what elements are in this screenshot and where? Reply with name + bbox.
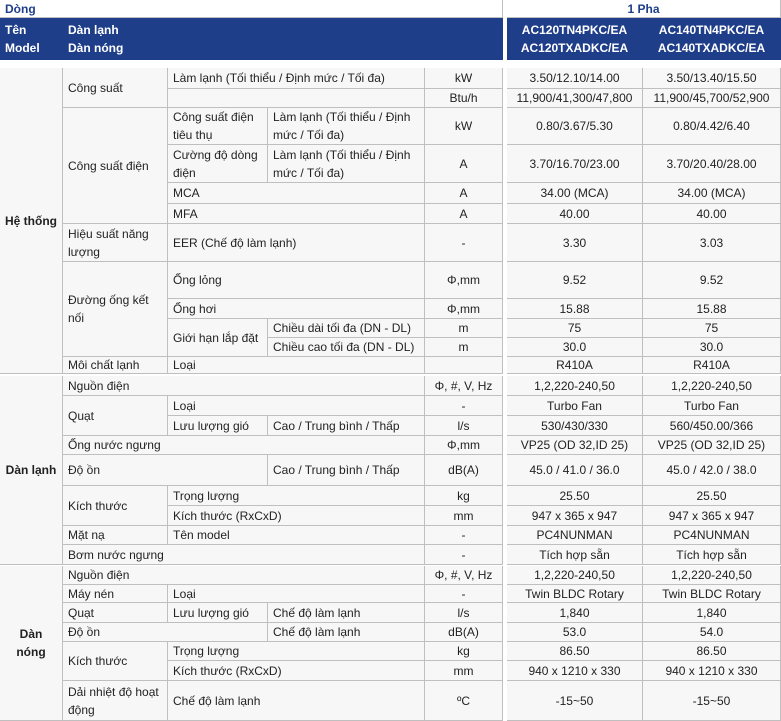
label-gioi-han bbox=[168, 319, 268, 357]
unit-mm-text: mm bbox=[453, 508, 474, 523]
unit-m-text: m bbox=[458, 321, 469, 335]
label-luu-luong-text: Lưu lượng gió bbox=[173, 418, 249, 433]
section-outdoor bbox=[0, 566, 63, 721]
unit-ls-text: l/s bbox=[457, 418, 470, 433]
value-out-quat-model-1-text: 1,840 bbox=[559, 605, 590, 620]
value-mfa-model-1-text: 40.00 bbox=[559, 206, 590, 221]
label-do-on bbox=[63, 455, 268, 486]
label-cong-suat bbox=[63, 68, 168, 108]
label-quat bbox=[63, 396, 168, 436]
value-cs-btu-model-2 bbox=[643, 89, 781, 108]
label-bom-nuoc bbox=[63, 545, 425, 565]
unit-dash-2 bbox=[425, 396, 503, 416]
label-kich-thuoc-rcd bbox=[168, 506, 425, 526]
section-outdoor-text: Dàn nóng bbox=[16, 627, 46, 659]
value-eer-model-1-text: 3.30 bbox=[562, 235, 587, 250]
value-out-kich-thuoc-model-2 bbox=[643, 661, 781, 681]
series-label-text: 1 Pha bbox=[627, 1, 660, 16]
value-ong-long-model-2 bbox=[643, 262, 781, 299]
unit-dash-4-text: - bbox=[461, 547, 466, 562]
unit-dash-5-text: - bbox=[461, 586, 466, 601]
label-cuong-do-text: Cường độ dòng điện bbox=[173, 147, 258, 180]
label-out-do-on bbox=[63, 623, 268, 642]
value-chieu-cao-model-2 bbox=[643, 338, 781, 357]
value-cs-btu-model-1-text: 11,900/41,300/47,800 bbox=[516, 91, 633, 105]
value-in-nguon-model-2 bbox=[643, 376, 781, 396]
label-hieu-suat-text: Hiệu suất năng lượng bbox=[68, 226, 149, 259]
value-in-nguon-model-1-text: 1,2,220-240,50 bbox=[534, 378, 615, 393]
value-moi-chat-model-2 bbox=[643, 357, 781, 374]
model-1 bbox=[507, 18, 643, 60]
unit-kw bbox=[425, 68, 503, 89]
label-out-che-do bbox=[268, 603, 425, 623]
value-in-quat-luu-model-1-text: 530/430/330 bbox=[541, 418, 608, 433]
unit-dba bbox=[425, 455, 503, 486]
value-cs-kw-model-2 bbox=[643, 68, 781, 89]
label-mca-text: MCA bbox=[173, 186, 200, 200]
label-out-nguon bbox=[63, 566, 425, 585]
section-indoor bbox=[0, 376, 63, 565]
unit-do-c-text: ºC bbox=[456, 693, 471, 708]
label-lam-lanh-2 bbox=[168, 89, 425, 108]
value-in-quat-luu-model-2 bbox=[643, 416, 781, 436]
label-mat-na bbox=[63, 526, 168, 545]
value-ong-long-model-1 bbox=[507, 262, 643, 299]
model-2 bbox=[643, 18, 781, 60]
value-out-kich-thuoc-model-2-text: 940 x 1210 x 330 bbox=[665, 663, 758, 678]
label-may-nen-text: Máy nén bbox=[68, 586, 115, 601]
value-eer-model-2 bbox=[643, 224, 781, 262]
label-ong-hoi-text: Ống hơi bbox=[173, 301, 217, 316]
value-cs-dien-kw-model-1-text: 0.80/3.67/5.30 bbox=[536, 119, 613, 133]
value-out-quat-model-1 bbox=[507, 603, 643, 623]
model-1-text: AC120TN4PKC/EA AC120TXADKC/EA bbox=[520, 22, 629, 55]
label-kich-thuoc-rcd-text: Kích thước (RxCxD) bbox=[173, 508, 282, 523]
label-out-luu-luong bbox=[168, 603, 268, 623]
unit-kw-2-text: kW bbox=[454, 119, 473, 133]
value-moi-chat-model-1-text: R410A bbox=[556, 358, 593, 372]
value-out-may-nen-model-2 bbox=[643, 585, 781, 603]
value-in-bom-model-2 bbox=[643, 545, 781, 565]
value-cs-btu-model-2-text: 11,900/45,700/52,900 bbox=[653, 91, 770, 105]
unit-do-c bbox=[425, 681, 503, 721]
unit-m-2-text: m bbox=[458, 340, 469, 354]
label-ong-hoi bbox=[168, 299, 425, 319]
label-eer-text: EER (Chế độ làm lạnh) bbox=[173, 235, 297, 250]
label-may-nen bbox=[63, 585, 168, 603]
label-dai-nhiet-mode bbox=[168, 681, 425, 721]
unit-dba-text: dB(A) bbox=[448, 463, 479, 477]
label-lam-lanh-text: Làm lạnh (Tối thiểu / Định mức / Tối đa) bbox=[173, 71, 385, 85]
unit-kg-2 bbox=[425, 642, 503, 661]
label-chieu-dai-text: Chiều dài tối đa (DN - DL) bbox=[273, 321, 412, 335]
value-ong-long-model-1-text: 9.52 bbox=[562, 273, 587, 287]
label-bom-nuoc-text: Bơm nước ngưng bbox=[68, 547, 164, 562]
unit-dash-3-text: - bbox=[461, 528, 466, 542]
value-chieu-cao-model-1 bbox=[507, 338, 643, 357]
unit-kg-text: kg bbox=[457, 488, 470, 503]
value-in-mat-na-model-1-text: PC4NUNMAN bbox=[536, 528, 613, 542]
value-cs-dien-kw-model-2-text: 0.80/4.42/6.40 bbox=[673, 119, 750, 133]
unit-mm bbox=[425, 506, 503, 526]
value-in-bom-model-2-text: Tích hợp sẵn bbox=[676, 547, 747, 562]
unit-label bbox=[63, 18, 425, 60]
label-out-quat-text: Quạt bbox=[68, 605, 95, 620]
label-cao-tb-thap-text: Cao / Trung bình / Thấp bbox=[273, 418, 400, 433]
unit-a-2 bbox=[425, 183, 503, 204]
label-duong-ong bbox=[63, 262, 168, 357]
label-hieu-suat bbox=[63, 224, 168, 262]
value-out-quat-model-2 bbox=[643, 603, 781, 623]
label-eer bbox=[168, 224, 425, 262]
value-in-bom-model-1-text: Tích hợp sẵn bbox=[539, 547, 610, 562]
value-out-may-nen-model-1-text: Twin BLDC Rotary bbox=[525, 586, 624, 601]
value-in-kich-thuoc-model-1 bbox=[507, 506, 643, 526]
value-moi-chat-model-2-text: R410A bbox=[693, 358, 730, 372]
value-eer-model-2-text: 3.03 bbox=[699, 235, 724, 250]
label-dai-nhiet bbox=[63, 681, 168, 721]
label-kich-thuoc bbox=[63, 486, 168, 526]
label-loai-text: Loại bbox=[173, 358, 196, 372]
unit-kg bbox=[425, 486, 503, 506]
label-out-kich-thuoc-text: Kích thước bbox=[68, 654, 128, 668]
label-do-on-text: Độ ồn bbox=[68, 463, 101, 477]
value-in-ong-nuoc-model-2 bbox=[643, 436, 781, 455]
label-dai-nhiet-mode-text: Chế độ làm lạnh bbox=[173, 693, 261, 708]
value-moi-chat-model-1 bbox=[507, 357, 643, 374]
label-chieu-cao-text: Chiều cao tối đa (DN - DL) bbox=[273, 340, 415, 354]
value-out-do-on-model-2 bbox=[643, 623, 781, 642]
value-mca-model-1 bbox=[507, 183, 643, 204]
value-chieu-dai-model-2-text: 75 bbox=[704, 321, 719, 335]
unit-btuh-text: Btu/h bbox=[449, 91, 478, 105]
value-mca-model-2-text: 34.00 (MCA) bbox=[677, 186, 746, 200]
label-out-kich-thuoc bbox=[63, 642, 168, 681]
label-cong-suat-dien-text: Công suất điện bbox=[68, 158, 149, 173]
value-mfa-model-2 bbox=[643, 204, 781, 224]
value-in-quat-luu-model-1 bbox=[507, 416, 643, 436]
unit-mm-2 bbox=[425, 661, 503, 681]
section-gap-1 bbox=[0, 374, 781, 376]
label-lam-lanh-1-text: Làm lạnh (Tối thiểu / Định mức / Tối đa) bbox=[273, 110, 411, 142]
unit-phi-mm-2-text: Φ,mm bbox=[447, 301, 480, 316]
label-quat-loai bbox=[168, 396, 425, 416]
value-in-trong-luong-model-1 bbox=[507, 486, 643, 506]
value-cs-dien-kw-model-2 bbox=[643, 108, 781, 145]
value-in-quat-loai-model-2-text: Turbo Fan bbox=[684, 398, 739, 413]
value-cuong-do-a-model-2 bbox=[643, 145, 781, 183]
label-lam-lanh-2b-text: Làm lạnh (Tối thiểu / Định mức / Tối đa) bbox=[273, 147, 411, 180]
section-system-text: Hệ thống bbox=[5, 213, 57, 228]
value-out-kich-thuoc-model-1-text: 940 x 1210 x 330 bbox=[528, 663, 621, 678]
value-out-dai-nhiet-model-1 bbox=[507, 681, 643, 721]
value-in-ong-nuoc-model-1-text: VP25 (OD 32,ID 25) bbox=[520, 438, 629, 452]
unit-kg-2-text: kg bbox=[457, 644, 470, 658]
value-ong-hoi-model-2 bbox=[643, 299, 781, 319]
value-out-do-on-model-2-text: 54.0 bbox=[699, 625, 724, 639]
value-chieu-cao-model-2-text: 30.0 bbox=[699, 340, 724, 354]
unit-a bbox=[425, 145, 503, 183]
unit-ls bbox=[425, 416, 503, 436]
label-cong-suat-text: Công suất bbox=[68, 80, 123, 95]
value-ong-long-model-2-text: 9.52 bbox=[699, 273, 724, 287]
label-ong-long bbox=[168, 262, 425, 299]
value-cs-kw-model-1 bbox=[507, 68, 643, 89]
unit-kw-2 bbox=[425, 108, 503, 145]
value-in-ong-nuoc-model-2-text: VP25 (OD 32,ID 25) bbox=[657, 438, 766, 452]
unit-dash-2-text: - bbox=[461, 398, 466, 413]
value-out-trong-luong-model-1 bbox=[507, 642, 643, 661]
value-cuong-do-a-model-2-text: 3.70/20.40/28.00 bbox=[666, 156, 757, 171]
label-ong-nuoc-text: Ống nước ngưng bbox=[68, 438, 161, 452]
unit-ls-2-text: l/s bbox=[457, 605, 470, 620]
value-ong-hoi-model-1-text: 15.88 bbox=[559, 301, 590, 316]
unit-phi-mm-2 bbox=[425, 299, 503, 319]
column-separator bbox=[503, 0, 507, 721]
value-chieu-dai-model-1-text: 75 bbox=[567, 321, 582, 335]
value-out-trong-luong-model-1-text: 86.50 bbox=[559, 644, 590, 658]
unit-a-3 bbox=[425, 204, 503, 224]
label-dai-nhiet-text: Dải nhiệt độ hoạt động bbox=[68, 684, 159, 717]
line-label-text: Dòng bbox=[5, 1, 36, 16]
label-mfa bbox=[168, 204, 425, 224]
label-mat-na-text: Mặt nạ bbox=[68, 528, 105, 542]
unit-mm-2-text: mm bbox=[453, 663, 474, 678]
value-in-do-on-model-1 bbox=[507, 455, 643, 486]
value-out-do-on-model-1-text: 53.0 bbox=[562, 625, 587, 639]
value-eer-model-1 bbox=[507, 224, 643, 262]
value-chieu-cao-model-1-text: 30.0 bbox=[562, 340, 587, 354]
label-loai bbox=[168, 357, 425, 374]
label-out-trong-luong-text: Trọng lượng bbox=[173, 644, 240, 658]
label-cs-dien-tieu-thu bbox=[168, 108, 268, 145]
value-in-bom-model-1 bbox=[507, 545, 643, 565]
value-out-may-nen-model-2-text: Twin BLDC Rotary bbox=[662, 586, 761, 601]
label-cuong-do bbox=[168, 145, 268, 183]
value-out-trong-luong-model-2-text: 86.50 bbox=[696, 644, 727, 658]
unit-dash-text: - bbox=[461, 235, 466, 250]
label-lam-lanh bbox=[168, 68, 425, 89]
unit-dash-4 bbox=[425, 545, 503, 565]
section-system bbox=[0, 68, 63, 374]
unit-dash-5 bbox=[425, 585, 503, 603]
value-in-quat-loai-model-1-text: Turbo Fan bbox=[547, 398, 602, 413]
label-trong-luong bbox=[168, 486, 425, 506]
label-may-nen-loai-text: Loại bbox=[173, 586, 196, 601]
label-ten-model-text: Tên model bbox=[173, 528, 230, 542]
unit-ls-2 bbox=[425, 603, 503, 623]
value-in-nguon-model-1 bbox=[507, 376, 643, 396]
value-in-kich-thuoc-model-1-text: 947 x 365 x 947 bbox=[531, 508, 618, 523]
label-mfa-text: MFA bbox=[173, 206, 198, 221]
unit-dba-2 bbox=[425, 623, 503, 642]
value-in-quat-loai-model-2 bbox=[643, 396, 781, 416]
model-label-text: Tên Model bbox=[5, 22, 40, 55]
label-nguon-dien-text: Nguồn điện bbox=[68, 378, 130, 393]
unit-a-3-text: A bbox=[459, 206, 468, 221]
label-out-che-do-text: Chế độ làm lạnh bbox=[273, 605, 361, 620]
unit-phi-mm-text: Φ,mm bbox=[447, 273, 480, 287]
value-chieu-dai-model-2 bbox=[643, 319, 781, 338]
value-in-nguon-model-2-text: 1,2,220-240,50 bbox=[671, 378, 752, 393]
label-luu-luong bbox=[168, 416, 268, 436]
value-in-kich-thuoc-model-2 bbox=[643, 506, 781, 526]
unit-kw-text: kW bbox=[454, 71, 473, 85]
value-ong-hoi-model-2-text: 15.88 bbox=[696, 301, 727, 316]
label-out-kich-thuoc-rcd-text: Kích thước (RxCxD) bbox=[173, 663, 282, 678]
label-chieu-dai bbox=[268, 319, 425, 338]
value-out-dai-nhiet-model-1-text: -15~50 bbox=[555, 693, 594, 708]
unit-btuh bbox=[425, 89, 503, 108]
value-cuong-do-a-model-1 bbox=[507, 145, 643, 183]
series-label bbox=[507, 0, 781, 18]
unit-a-text: A bbox=[459, 156, 468, 171]
unit-label-text: Dàn lạnh Dàn nóng bbox=[68, 22, 124, 55]
value-out-do-on-model-1 bbox=[507, 623, 643, 642]
label-do-on-mode bbox=[268, 455, 425, 486]
label-out-trong-luong bbox=[168, 642, 425, 661]
unit-empty bbox=[425, 357, 503, 374]
label-quat-text: Quạt bbox=[68, 408, 95, 423]
value-out-nguon-model-2-text: 1,2,220-240,50 bbox=[671, 568, 752, 582]
label-quat-loai-text: Loại bbox=[173, 398, 196, 413]
value-in-quat-loai-model-1 bbox=[507, 396, 643, 416]
label-duong-ong-text: Đường ống kết nối bbox=[68, 293, 149, 325]
value-cuong-do-a-model-1-text: 3.70/16.70/23.00 bbox=[529, 156, 620, 171]
label-out-do-on-mode bbox=[268, 623, 425, 642]
line-label bbox=[0, 0, 503, 18]
value-in-kich-thuoc-model-2-text: 947 x 365 x 947 bbox=[668, 508, 755, 523]
label-out-quat bbox=[63, 603, 168, 623]
value-in-trong-luong-model-2 bbox=[643, 486, 781, 506]
header-unit-col bbox=[425, 18, 503, 60]
label-kich-thuoc-text: Kích thước bbox=[68, 498, 128, 513]
unit-phi-hz-text: Φ, #, V, Hz bbox=[434, 378, 493, 393]
value-in-trong-luong-model-2-text: 25.50 bbox=[696, 488, 727, 503]
value-cs-btu-model-1 bbox=[507, 89, 643, 108]
unit-phi-hz bbox=[425, 376, 503, 396]
unit-phi-mm-3-text: Φ,mm bbox=[447, 438, 480, 452]
label-moi-chat bbox=[63, 357, 168, 374]
model-2-text: AC140TN4PKC/EA AC140TXADKC/EA bbox=[657, 22, 766, 55]
label-chieu-cao bbox=[268, 338, 425, 357]
label-moi-chat-text: Môi chất lạnh bbox=[68, 358, 140, 372]
label-out-kich-thuoc-rcd bbox=[168, 661, 425, 681]
label-cao-tb-thap bbox=[268, 416, 425, 436]
label-nguon-dien bbox=[63, 376, 425, 396]
label-ong-long-text: Ống lỏng bbox=[173, 273, 222, 287]
value-out-dai-nhiet-model-2 bbox=[643, 681, 781, 721]
value-cs-dien-kw-model-1 bbox=[507, 108, 643, 145]
value-out-trong-luong-model-2 bbox=[643, 642, 781, 661]
value-mca-model-1-text: 34.00 (MCA) bbox=[540, 186, 609, 200]
label-cs-dien-tieu-thu-text: Công suất điện tiêu thụ bbox=[173, 110, 254, 142]
label-mca bbox=[168, 183, 425, 204]
value-in-do-on-model-2 bbox=[643, 455, 781, 486]
value-cs-kw-model-2-text: 3.50/13.40/15.50 bbox=[666, 71, 757, 85]
label-gioi-han-text: Giới hạn lắp đặt bbox=[173, 330, 259, 345]
section-indoor-text: Dàn lạnh bbox=[5, 463, 57, 477]
model-label bbox=[0, 18, 63, 60]
label-out-do-on-mode-text: Chế độ làm lạnh bbox=[273, 625, 361, 639]
value-mfa-model-2-text: 40.00 bbox=[696, 206, 727, 221]
label-trong-luong-text: Trọng lượng bbox=[173, 488, 240, 503]
label-out-do-on-text: Độ ồn bbox=[68, 625, 101, 639]
unit-phi-mm-3 bbox=[425, 436, 503, 455]
value-out-quat-model-2-text: 1,840 bbox=[696, 605, 727, 620]
header-gap bbox=[0, 60, 781, 68]
unit-m bbox=[425, 319, 503, 338]
value-in-do-on-model-1-text: 45.0 / 41.0 / 36.0 bbox=[529, 463, 620, 477]
value-ong-hoi-model-1 bbox=[507, 299, 643, 319]
unit-m-2 bbox=[425, 338, 503, 357]
value-in-quat-luu-model-2-text: 560/450.00/366 bbox=[669, 418, 754, 433]
label-out-luu-luong-text: Lưu lượng gió bbox=[173, 605, 249, 620]
value-in-trong-luong-model-1-text: 25.50 bbox=[559, 488, 590, 503]
unit-dash-3 bbox=[425, 526, 503, 545]
value-out-nguon-model-1-text: 1,2,220-240,50 bbox=[534, 568, 615, 582]
label-lam-lanh-2b bbox=[268, 145, 425, 183]
unit-dba-2-text: dB(A) bbox=[448, 625, 479, 639]
label-do-on-mode-text: Cao / Trung bình / Thấp bbox=[273, 463, 400, 477]
label-ten-model bbox=[168, 526, 425, 545]
unit-phi-mm bbox=[425, 262, 503, 299]
value-chieu-dai-model-1 bbox=[507, 319, 643, 338]
value-in-mat-na-model-2-text: PC4NUNMAN bbox=[673, 528, 750, 542]
unit-phi-hz-2-text: Φ, #, V, Hz bbox=[434, 568, 493, 582]
unit-a-2-text: A bbox=[459, 186, 468, 200]
label-cong-suat-dien bbox=[63, 108, 168, 224]
value-out-may-nen-model-1 bbox=[507, 585, 643, 603]
value-mfa-model-1 bbox=[507, 204, 643, 224]
value-out-nguon-model-2 bbox=[643, 566, 781, 585]
value-in-do-on-model-2-text: 45.0 / 42.0 / 38.0 bbox=[666, 463, 757, 477]
value-out-kich-thuoc-model-1 bbox=[507, 661, 643, 681]
value-in-mat-na-model-1 bbox=[507, 526, 643, 545]
label-out-nguon-text: Nguồn điện bbox=[68, 568, 130, 582]
label-may-nen-loai bbox=[168, 585, 425, 603]
value-in-mat-na-model-2 bbox=[643, 526, 781, 545]
value-out-nguon-model-1 bbox=[507, 566, 643, 585]
value-in-ong-nuoc-model-1 bbox=[507, 436, 643, 455]
label-ong-nuoc bbox=[63, 436, 425, 455]
unit-dash bbox=[425, 224, 503, 262]
label-lam-lanh-1 bbox=[268, 108, 425, 145]
unit-phi-hz-2 bbox=[425, 566, 503, 585]
value-out-dai-nhiet-model-2-text: -15~50 bbox=[692, 693, 731, 708]
value-cs-kw-model-1-text: 3.50/12.10/14.00 bbox=[529, 71, 620, 85]
value-mca-model-2 bbox=[643, 183, 781, 204]
